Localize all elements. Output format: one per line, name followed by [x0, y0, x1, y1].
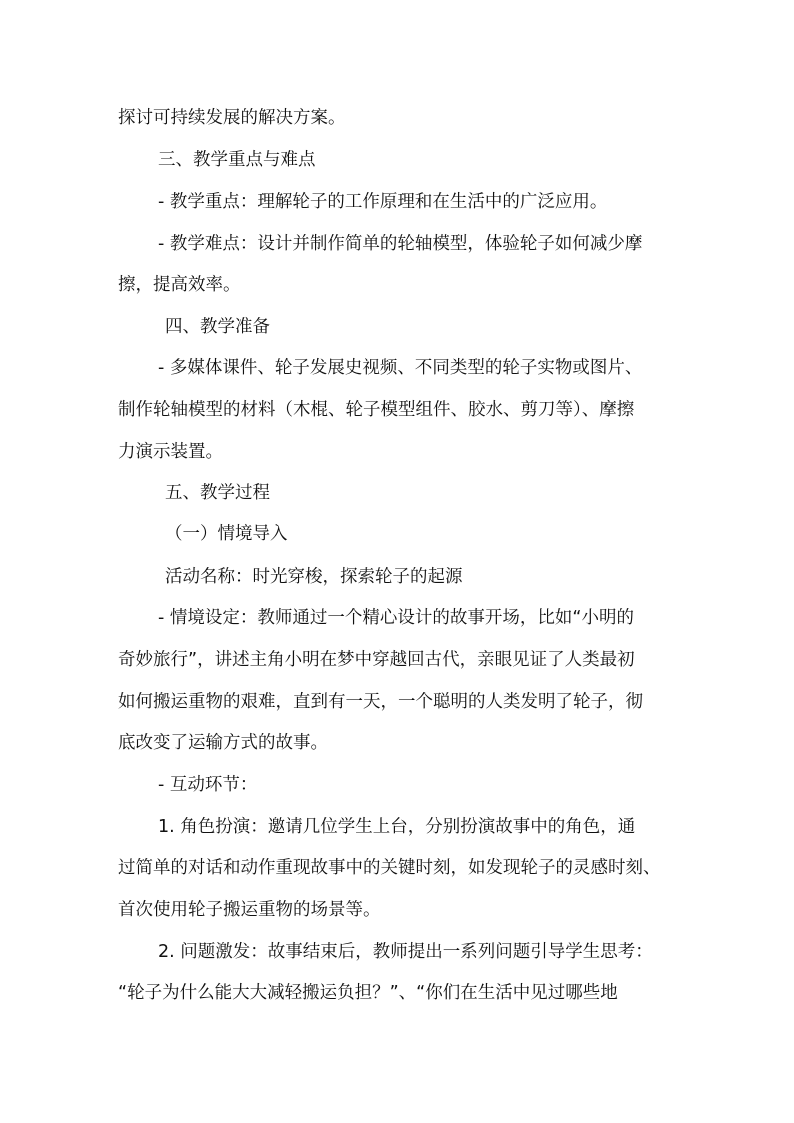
text-line: - 教学难点：设计并制作简单的轮轴模型，体验轮子如何减少摩 [158, 234, 643, 254]
text-line: “轮子为什么能大大减轻搬运负担？”、“你们在生活中见过哪些地 [118, 983, 618, 1003]
text-line: 过简单的对话和动作重现故事中的关键时刻，如发现轮子的灵感时刻、 [118, 858, 661, 878]
section-heading: 五、教学过程 [165, 483, 270, 503]
list-item: 1. 角色扮演：邀请几位学生上台，分别扮演故事中的角色，通 [158, 817, 636, 837]
text-line: - 互动环节： [158, 775, 258, 795]
text-line: 制作轮轴模型的材料（木棍、轮子模型组件、胶水、剪刀等）、摩擦 [118, 400, 635, 420]
text-line: - 情境设定：教师通过一个精心设计的故事开场，比如“小明的 [158, 608, 634, 628]
text-line: - 教学重点：理解轮子的工作原理和在生活中的广泛应用。 [158, 192, 608, 212]
section-heading: 四、教学准备 [165, 317, 270, 337]
text-line: 奇妙旅行”，讲述主角小明在梦中穿越回古代，亲眼见证了人类最初 [118, 650, 635, 670]
text-line: 如何搬运重物的艰难，直到有一天，一个聪明的人类发明了轮子，彻 [118, 692, 643, 712]
section-heading: 三、教学重点与难点 [158, 150, 316, 170]
text-line: 首次使用轮子搬运重物的场景等。 [118, 900, 381, 920]
text-line: 底改变了运输方式的故事。 [118, 733, 328, 753]
text-line: 擦，提高效率。 [118, 275, 241, 295]
list-item: 2. 问题激发：故事结束后，教师提出一系列问题引导学生思考： [158, 942, 653, 962]
text-line: 力演示装置。 [118, 442, 223, 462]
activity-name: 活动名称：时光穿梭，探索轮子的起源 [165, 567, 463, 587]
text-line: 探讨可持续发展的解决方案。 [118, 108, 346, 128]
text-line: - 多媒体课件、轮子发展史视频、不同类型的轮子实物或图片、 [158, 358, 643, 378]
subsection-heading: （一）情境导入 [165, 524, 288, 544]
